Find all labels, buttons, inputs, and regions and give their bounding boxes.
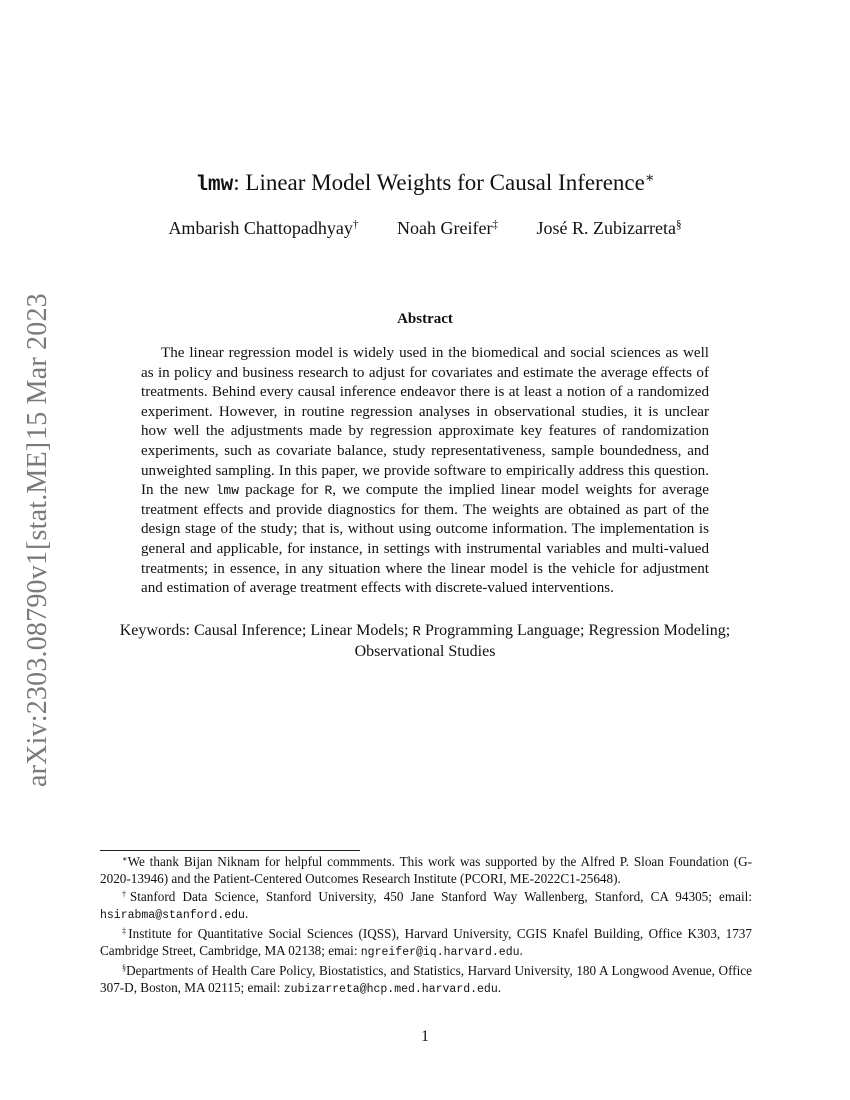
footnote-mark: † bbox=[122, 889, 130, 899]
footnote-text: We thank Bijan Niknam for helpful commments. This work was supported by the Alfred P. Sloan Foundation (G-2020-13946) and the Patient-Centered Outcomes Research Institute (PCORI, ME-2022C1-25648). bbox=[100, 854, 752, 887]
abstract-heading: Abstract bbox=[397, 311, 453, 327]
title-package-name: lmw bbox=[195, 174, 234, 197]
title-text: : Linear Model Weights for Causal Inference bbox=[233, 170, 645, 195]
footnote-end: . bbox=[244, 906, 249, 922]
keywords-text: Programming Language; Regression Modeling; Observational Studies bbox=[354, 622, 731, 660]
footnote bbox=[100, 962, 752, 998]
author-footnote-mark: § bbox=[675, 218, 682, 231]
abstract-text: The linear regression model is widely used in the biomedical and social sciences as well as in policy and business research to adjust for covariates and estimate the average effects of treatments. Behind every causal inference endeavor there is at least a notion of a randomized experiment. However, in routine regression analyses in observational studies, it is unclear how well the adjustments made by regression approximate key features of randomization experiments, such as covariate balance, study representativeness, sample boundedness, and unweighted sampling. In this paper, we provide software to empirically address this question. In the new bbox=[141, 345, 709, 499]
footnote-end: . bbox=[519, 943, 523, 959]
abstract-text: , we compute the implied linear model weights for average treatment effects and provide diagnostics for them. The weights are obtained as part of the design stage of the study; that is, without using outcome information. The implementation is general and applicable, for instance, in settings with instrumental variables and multi-valued treatments; in essence, in any situation where the linear model is the vehicle for adjustment and estimation of average treatment effects with discrete-valued interventions. bbox=[141, 482, 710, 597]
footnote-text: Stanford Data Science, Stanford University, 450 Jane Stanford Way Wallenberg, Stanford, CA 94305; bbox=[129, 888, 712, 904]
keywords-label: Keywords: bbox=[119, 622, 190, 639]
footnote-email-label: email: bbox=[711, 888, 752, 904]
paper-title bbox=[0, 170, 850, 197]
footnote-rule bbox=[100, 850, 360, 851]
abstract-text: package for bbox=[239, 482, 325, 499]
footnote-end: . bbox=[497, 980, 502, 996]
title-footnote-mark: ∗ bbox=[644, 170, 655, 187]
footnote-text: Departments of Health Care Policy, Biostatistics, and Statistics, Harvard University, 180 A Longwood Avenue, Office 307-D, Boston, MA 02115; bbox=[100, 962, 752, 996]
email-address[interactable]: zubizarreta@hcp.med.harvard.edu bbox=[283, 983, 498, 997]
author-footnote-mark: ‡ bbox=[492, 218, 499, 231]
page-number: 1 bbox=[421, 1028, 429, 1045]
keywords-text: Causal Inference; Linear Models; bbox=[189, 622, 413, 639]
footnote-email-label: emai: bbox=[324, 943, 361, 959]
abstract-package-name: lmw bbox=[215, 483, 239, 499]
footnote bbox=[100, 888, 752, 924]
footnote-mark: § bbox=[122, 963, 127, 973]
arxiv-id: arXiv:2303.08790v1 bbox=[22, 550, 53, 787]
abstract-language-name: R bbox=[324, 483, 333, 499]
footnote-email-label: email: bbox=[244, 980, 284, 996]
email-address[interactable]: ngreifer@iq.harvard.edu bbox=[360, 946, 520, 960]
keywords-code: R bbox=[412, 624, 421, 640]
footnotes bbox=[100, 853, 752, 999]
footnote bbox=[100, 925, 752, 961]
footnote bbox=[100, 853, 752, 887]
author-list bbox=[0, 218, 850, 239]
arxiv-date: 15 Mar 2023 bbox=[22, 293, 53, 441]
author bbox=[168, 218, 358, 239]
author-name: Ambarish Chattopadhyay bbox=[168, 218, 353, 238]
author bbox=[397, 218, 498, 239]
author-footnote-mark: † bbox=[352, 218, 359, 231]
author bbox=[537, 218, 682, 239]
author-name: José R. Zubizarreta bbox=[536, 218, 676, 238]
arxiv-identifier-stamp bbox=[18, 285, 58, 795]
email-address[interactable]: hsirabma@stanford.edu bbox=[100, 909, 245, 923]
arxiv-category: [stat.ME] bbox=[22, 441, 53, 550]
footnote-text: Institute for Quantitative Social Sciences (IQSS), Harvard University, CGIS Knafel Building, Office K303, 1737 Cambridge Street, Cambridge, MA 02138; bbox=[100, 925, 752, 959]
footnote-mark: ∗ bbox=[122, 854, 128, 864]
keywords bbox=[118, 621, 732, 662]
author-name: Noah Greifer bbox=[396, 218, 493, 238]
abstract-body bbox=[141, 344, 709, 599]
footnote-mark: ‡ bbox=[122, 926, 129, 936]
